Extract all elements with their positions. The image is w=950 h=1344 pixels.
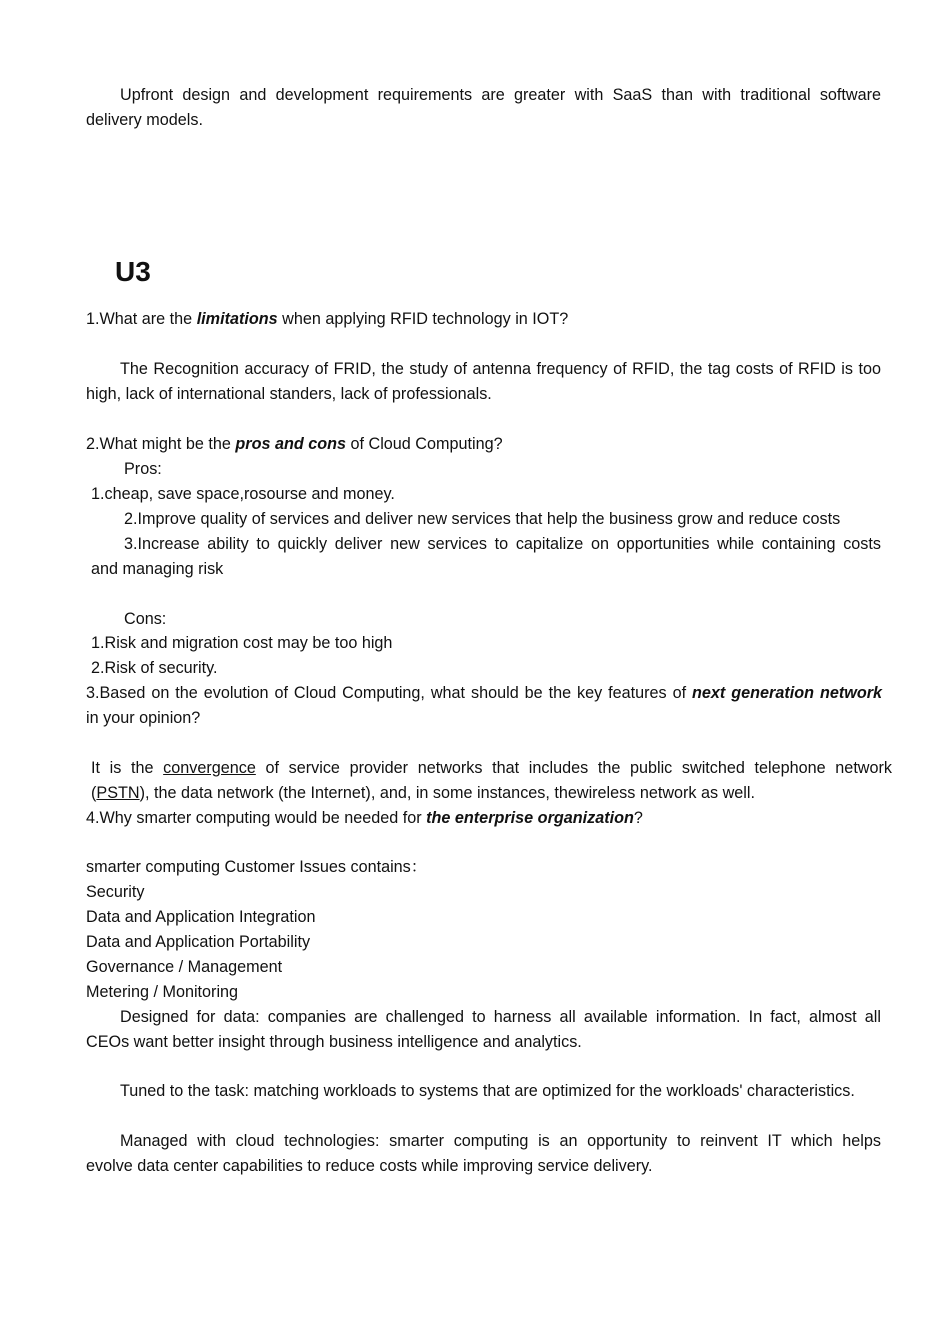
answer-3-line-2-suffix: ), the data network (the Internet), and, in some instances, thewireless network as well. [139, 784, 755, 802]
issue-item: Security [86, 883, 145, 901]
question-2-suffix: of Cloud Computing? [346, 435, 503, 453]
answer-3-line-2 [91, 781, 755, 806]
cons-label: Cons: [124, 610, 167, 628]
managed-cloud-line-1: Managed with cloud technologies: smarter computing is an opportunity to reinvent IT which helps [120, 1132, 881, 1150]
convergence-link[interactable]: convergence [163, 759, 256, 777]
cons-item: 1.Risk and migration cost may be too high [91, 634, 393, 652]
pros-item-continuation: and managing risk [91, 560, 224, 578]
pros-item: 1.cheap, save space,rosourse and money. [91, 485, 395, 503]
question-1-emphasis: limitations [196, 310, 278, 328]
question-1 [86, 307, 568, 332]
question-2 [86, 432, 503, 457]
designed-for-data-line-2: CEOs want better insight through business intelligence and analytics. [86, 1033, 582, 1051]
managed-cloud-line-2: evolve data center capabilities to reduce costs while improving service delivery. [86, 1157, 653, 1175]
question-4-prefix: 4.Why smarter computing would be needed for [86, 809, 427, 827]
answer-1-line-2: high, lack of international standers, lack of professionals. [86, 385, 492, 403]
answer-3-paren: ( [91, 784, 97, 802]
paragraph-saas-line-2: delivery models. [86, 111, 203, 129]
question-3-emphasis: next generation network [692, 684, 883, 702]
pstn-link[interactable]: PSTN [96, 784, 140, 802]
pros-label: Pros: [124, 460, 162, 478]
question-3-line-2: in your opinion? [86, 709, 201, 727]
answer-1-line-1: The Recognition accuracy of FRID, the study of antenna frequency of RFID, the tag costs of RFID is too [120, 360, 881, 378]
cons-item: 2.Risk of security. [91, 659, 218, 677]
question-4-emphasis: the enterprise organization [426, 809, 634, 827]
issue-item: Governance / Management [86, 958, 283, 976]
issue-item: Data and Application Portability [86, 933, 311, 951]
issues-title: smarter computing Customer Issues contains： [86, 858, 427, 876]
issue-item: Data and Application Integration [86, 908, 316, 926]
answer-3-prefix: It is the [91, 759, 164, 777]
paragraph-saas-line-1: Upfront design and development requirements are greater with SaaS than with traditional software [120, 86, 881, 104]
answer-3-line-1 [91, 756, 892, 781]
question-2-prefix: 2.What might be the [86, 435, 236, 453]
designed-for-data-line-1: Designed for data: companies are challenged to harness all available information. In fact, almost all [120, 1008, 881, 1026]
issue-item: Metering / Monitoring [86, 983, 239, 1001]
tuned-to-task: Tuned to the task: matching workloads to systems that are optimized for the workloads' characteristics. [120, 1082, 855, 1100]
question-1-prefix: 1.What are the [86, 310, 197, 328]
question-2-emphasis: pros and cons [235, 435, 347, 453]
answer-3-suffix: of service provider networks that includes the public switched telephone network [255, 759, 892, 777]
pros-item: 2.Improve quality of services and deliver new services that help the business grow and reduce costs [124, 510, 841, 528]
section-heading: U3 [115, 256, 151, 287]
question-4 [86, 806, 643, 831]
question-4-suffix: ? [633, 809, 643, 827]
question-1-suffix: when applying RFID technology in IOT? [277, 310, 569, 328]
pros-item: 3.Increase ability to quickly deliver new services to capitalize on opportunities while containing costs [124, 535, 881, 553]
question-3-line-1 [86, 681, 882, 706]
question-3-prefix: 3.Based on the evolution of Cloud Computing, what should be the key features of [86, 684, 693, 702]
